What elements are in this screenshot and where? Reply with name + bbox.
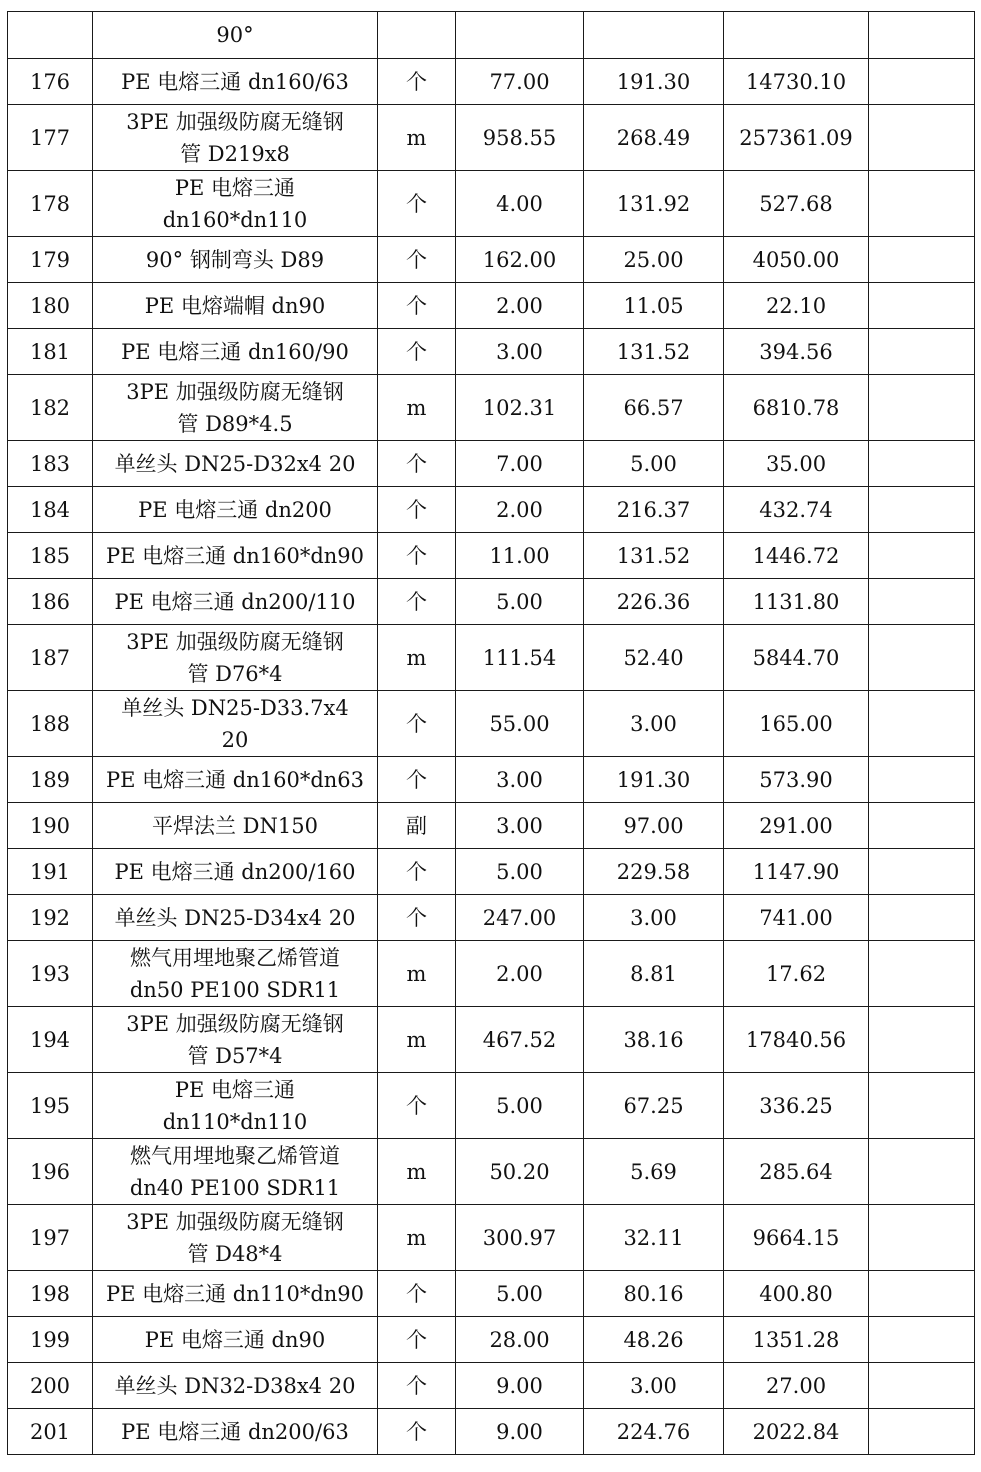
cell-item-no: 176 [8, 59, 93, 105]
item-name-text: 3PE 加强级防腐无缝钢 管 D76*4 [126, 629, 344, 686]
cell-total: 257361.09 [724, 105, 869, 171]
cell-item-no: 199 [8, 1317, 93, 1363]
cell-unit-price: 131.92 [584, 171, 724, 237]
cell-remark [869, 941, 975, 1007]
cell-unit: 个 [378, 237, 456, 283]
cell-unit-price: 3.00 [584, 895, 724, 941]
table-row [8, 1363, 975, 1409]
cell-total: 2022.84 [724, 1409, 869, 1455]
cell-item-no: 187 [8, 625, 93, 691]
cell-remark [869, 1271, 975, 1317]
cell-unit-price: 32.11 [584, 1205, 724, 1271]
cell-unit: 个 [378, 757, 456, 803]
cell-total: 35.00 [724, 441, 869, 487]
cell-item-no: 200 [8, 1363, 93, 1409]
item-name-text: 3PE 加强级防腐无缝钢 管 D219x8 [126, 109, 344, 166]
table-row [8, 1007, 975, 1073]
cell-unit: m [378, 1139, 456, 1205]
cell-item-no: 195 [8, 1073, 93, 1139]
table-row [8, 757, 975, 803]
cell-unit-price: 268.49 [584, 105, 724, 171]
cell-remark [869, 579, 975, 625]
cell-unit-price: 97.00 [584, 803, 724, 849]
cell-remark [869, 237, 975, 283]
table-row [8, 1317, 975, 1363]
cell-unit: 个 [378, 1317, 456, 1363]
table-row [8, 171, 975, 237]
cell-remark [869, 487, 975, 533]
cell-item-no: 178 [8, 171, 93, 237]
cell-quantity: 50.20 [456, 1139, 584, 1205]
cell-unit-price: 52.40 [584, 625, 724, 691]
cell-quantity: 111.54 [456, 625, 584, 691]
cell-remark [869, 59, 975, 105]
cell-unit-price: 216.37 [584, 487, 724, 533]
item-name-text: PE 电熔三通 dn160/63 [121, 69, 349, 94]
cell-unit: m [378, 105, 456, 171]
cell-item-no: 188 [8, 691, 93, 757]
cell-total: 394.56 [724, 329, 869, 375]
cell-total: 1351.28 [724, 1317, 869, 1363]
table-row [8, 283, 975, 329]
cell-quantity: 9.00 [456, 1409, 584, 1455]
cell-unit-price: 67.25 [584, 1073, 724, 1139]
table-row [8, 941, 975, 1007]
cell-item-no: 185 [8, 533, 93, 579]
cell-total: 527.68 [724, 171, 869, 237]
cell-remark [869, 1409, 975, 1455]
cell-quantity: 11.00 [456, 533, 584, 579]
table-row [8, 375, 975, 441]
cell-total: 22.10 [724, 283, 869, 329]
item-name-text: 90° [216, 23, 254, 47]
cell-unit: m [378, 625, 456, 691]
cell-total: 5844.70 [724, 625, 869, 691]
cell-item-name [93, 375, 378, 441]
table-row [8, 1139, 975, 1205]
cell-quantity: 55.00 [456, 691, 584, 757]
cell-item-name [93, 59, 378, 105]
cell-total: 1147.90 [724, 849, 869, 895]
cell-item-no [8, 12, 93, 59]
cell-unit-price: 80.16 [584, 1271, 724, 1317]
cell-item-no: 179 [8, 237, 93, 283]
item-name-text: PE 电熔三通 dn160*dn110 [162, 175, 308, 232]
cell-unit: 个 [378, 691, 456, 757]
cell-unit: 个 [378, 849, 456, 895]
table-row [8, 625, 975, 691]
cell-unit: 个 [378, 533, 456, 579]
cell-quantity: 162.00 [456, 237, 584, 283]
cell-quantity: 9.00 [456, 1363, 584, 1409]
cell-total: 4050.00 [724, 237, 869, 283]
cell-quantity: 3.00 [456, 329, 584, 375]
item-name-text: 燃气用埋地聚乙烯管道 dn50 PE100 SDR11 [129, 945, 341, 1002]
cell-item-name [93, 1363, 378, 1409]
cell-total: 336.25 [724, 1073, 869, 1139]
table-row-continuation [8, 12, 975, 59]
cell-unit-price: 66.57 [584, 375, 724, 441]
table-row [8, 59, 975, 105]
cell-item-name [93, 941, 378, 1007]
cell-unit: 个 [378, 1271, 456, 1317]
cell-quantity: 5.00 [456, 849, 584, 895]
item-name-text: 单丝头 DN25-D33.7x4 20 [121, 695, 349, 752]
cell-item-name [93, 757, 378, 803]
cell-unit-price: 3.00 [584, 1363, 724, 1409]
cell-unit: m [378, 1007, 456, 1073]
cell-quantity: 4.00 [456, 171, 584, 237]
cell-unit-price: 5.69 [584, 1139, 724, 1205]
item-name-text: PE 电熔三通 dn110*dn110 [162, 1077, 308, 1134]
item-name-text: PE 电熔三通 dn90 [144, 1327, 326, 1352]
cell-unit-price: 226.36 [584, 579, 724, 625]
cell-total: 291.00 [724, 803, 869, 849]
item-name-text: PE 电熔三通 dn110*dn90 [105, 1281, 365, 1306]
table-row [8, 237, 975, 283]
cell-total: 27.00 [724, 1363, 869, 1409]
cell-total: 17840.56 [724, 1007, 869, 1073]
cell-unit: 个 [378, 1073, 456, 1139]
cell-item-no: 190 [8, 803, 93, 849]
cell-remark [869, 12, 975, 59]
cell-item-no: 183 [8, 441, 93, 487]
cell-unit-price: 3.00 [584, 691, 724, 757]
cell-quantity: 28.00 [456, 1317, 584, 1363]
item-name-text: 90° 钢制弯头 D89 [145, 247, 325, 272]
cell-item-name [93, 533, 378, 579]
table-row [8, 1409, 975, 1455]
table-row [8, 1073, 975, 1139]
cell-item-name [93, 1271, 378, 1317]
cell-item-name [93, 1139, 378, 1205]
item-name-text: PE 电熔三通 dn200 [138, 497, 332, 522]
cell-total: 14730.10 [724, 59, 869, 105]
cell-unit-price: 131.52 [584, 533, 724, 579]
cell-unit: 个 [378, 171, 456, 237]
cell-unit-price: 191.30 [584, 757, 724, 803]
cell-remark [869, 105, 975, 171]
cell-quantity: 247.00 [456, 895, 584, 941]
cell-quantity: 5.00 [456, 1271, 584, 1317]
cell-unit-price [584, 12, 724, 59]
cell-item-name [93, 329, 378, 375]
cell-unit: 副 [378, 803, 456, 849]
cell-remark [869, 1317, 975, 1363]
cell-item-no: 186 [8, 579, 93, 625]
item-name-text: 3PE 加强级防腐无缝钢 管 D89*4.5 [126, 379, 344, 436]
item-name-text: PE 电熔端帽 dn90 [144, 293, 326, 318]
item-name-text: PE 电熔三通 dn160/90 [121, 339, 349, 364]
cell-unit-price: 191.30 [584, 59, 724, 105]
cell-quantity: 3.00 [456, 757, 584, 803]
cell-total: 285.64 [724, 1139, 869, 1205]
cell-item-name [93, 895, 378, 941]
cell-quantity: 958.55 [456, 105, 584, 171]
cell-unit: 个 [378, 487, 456, 533]
cell-unit: 个 [378, 441, 456, 487]
table-row [8, 803, 975, 849]
cell-total: 741.00 [724, 895, 869, 941]
cell-quantity: 2.00 [456, 283, 584, 329]
item-name-text: 燃气用埋地聚乙烯管道 dn40 PE100 SDR11 [129, 1143, 341, 1200]
cell-item-no: 177 [8, 105, 93, 171]
cell-unit [378, 12, 456, 59]
cell-item-no: 181 [8, 329, 93, 375]
table-row [8, 579, 975, 625]
item-name-text: PE 电熔三通 dn200/63 [121, 1419, 349, 1444]
cell-item-no: 180 [8, 283, 93, 329]
cell-remark [869, 757, 975, 803]
cell-item-name [93, 803, 378, 849]
cell-total: 1446.72 [724, 533, 869, 579]
cell-remark [869, 691, 975, 757]
item-name-text: 平焊法兰 DN150 [152, 813, 318, 838]
item-name-text: 单丝头 DN32-D38x4 20 [114, 1373, 356, 1398]
cell-remark [869, 1363, 975, 1409]
cell-unit: 个 [378, 579, 456, 625]
cell-remark [869, 1205, 975, 1271]
table-row [8, 691, 975, 757]
cell-item-no: 197 [8, 1205, 93, 1271]
table-row [8, 849, 975, 895]
cell-item-name [93, 237, 378, 283]
cell-quantity: 77.00 [456, 59, 584, 105]
table-row [8, 105, 975, 171]
table-row [8, 533, 975, 579]
item-name-text: 3PE 加强级防腐无缝钢 管 D57*4 [126, 1011, 344, 1068]
table-row [8, 1205, 975, 1271]
cell-unit-price: 8.81 [584, 941, 724, 1007]
cell-quantity: 300.97 [456, 1205, 584, 1271]
cell-total: 400.80 [724, 1271, 869, 1317]
cell-item-name [93, 283, 378, 329]
cell-quantity: 2.00 [456, 487, 584, 533]
item-name-text: 单丝头 DN25-D34x4 20 [114, 905, 356, 930]
cell-remark [869, 625, 975, 691]
cell-item-no: 189 [8, 757, 93, 803]
cell-item-name [93, 1073, 378, 1139]
cell-remark [869, 533, 975, 579]
table-body [8, 12, 975, 1455]
cell-total: 432.74 [724, 487, 869, 533]
cell-remark [869, 803, 975, 849]
cell-quantity: 467.52 [456, 1007, 584, 1073]
cell-unit-price: 229.58 [584, 849, 724, 895]
cell-unit: 个 [378, 1409, 456, 1455]
cell-item-name [93, 105, 378, 171]
cell-item-no: 194 [8, 1007, 93, 1073]
table-row [8, 895, 975, 941]
cell-item-name [93, 1007, 378, 1073]
cell-total: 6810.78 [724, 375, 869, 441]
cell-item-name [93, 625, 378, 691]
item-name-text: PE 电熔三通 dn200/160 [114, 859, 356, 884]
cell-unit-price: 48.26 [584, 1317, 724, 1363]
cell-unit: m [378, 1205, 456, 1271]
cell-quantity: 2.00 [456, 941, 584, 1007]
cell-item-name [93, 1205, 378, 1271]
cell-unit: 个 [378, 895, 456, 941]
table-row [8, 487, 975, 533]
cell-unit: 个 [378, 59, 456, 105]
cell-item-no: 193 [8, 941, 93, 1007]
item-name-text: 3PE 加强级防腐无缝钢 管 D48*4 [126, 1209, 344, 1266]
cell-remark [869, 329, 975, 375]
item-name-text: 单丝头 DN25-D32x4 20 [114, 451, 356, 476]
cell-item-no: 184 [8, 487, 93, 533]
cell-item-name [93, 1317, 378, 1363]
cell-item-no: 198 [8, 1271, 93, 1317]
cell-remark [869, 441, 975, 487]
cell-item-name [93, 171, 378, 237]
cell-quantity: 5.00 [456, 1073, 584, 1139]
cell-item-name [93, 487, 378, 533]
cell-total [724, 12, 869, 59]
cell-item-name [93, 1409, 378, 1455]
item-name-text: PE 电熔三通 dn160*dn90 [105, 543, 365, 568]
cell-unit: 个 [378, 329, 456, 375]
cell-item-no: 182 [8, 375, 93, 441]
cell-item-no: 192 [8, 895, 93, 941]
cell-remark [869, 849, 975, 895]
cell-item-name [93, 691, 378, 757]
item-name-text: PE 电熔三通 dn160*dn63 [105, 767, 365, 792]
item-name-text: PE 电熔三通 dn200/110 [114, 589, 356, 614]
table-row [8, 1271, 975, 1317]
cell-total: 1131.80 [724, 579, 869, 625]
cell-item-no: 191 [8, 849, 93, 895]
cell-unit: m [378, 941, 456, 1007]
cell-item-no: 196 [8, 1139, 93, 1205]
cell-total: 573.90 [724, 757, 869, 803]
cell-item-name [93, 849, 378, 895]
cell-unit-price: 11.05 [584, 283, 724, 329]
cell-unit-price: 131.52 [584, 329, 724, 375]
cell-remark [869, 1139, 975, 1205]
cell-item-name [93, 12, 378, 59]
cell-item-no: 201 [8, 1409, 93, 1455]
bill-of-quantities-table [7, 11, 975, 1455]
cell-remark [869, 375, 975, 441]
cell-remark [869, 283, 975, 329]
cell-unit-price: 5.00 [584, 441, 724, 487]
cell-item-name [93, 441, 378, 487]
bill-of-quantities-sheet [7, 11, 974, 1455]
cell-unit: 个 [378, 1363, 456, 1409]
cell-total: 17.62 [724, 941, 869, 1007]
cell-quantity [456, 12, 584, 59]
table-row [8, 441, 975, 487]
cell-item-name [93, 579, 378, 625]
cell-remark [869, 171, 975, 237]
cell-unit-price: 25.00 [584, 237, 724, 283]
cell-remark [869, 895, 975, 941]
cell-unit: m [378, 375, 456, 441]
cell-quantity: 102.31 [456, 375, 584, 441]
table-row [8, 329, 975, 375]
cell-quantity: 7.00 [456, 441, 584, 487]
cell-quantity: 5.00 [456, 579, 584, 625]
cell-total: 165.00 [724, 691, 869, 757]
cell-remark [869, 1073, 975, 1139]
cell-total: 9664.15 [724, 1205, 869, 1271]
cell-unit-price: 38.16 [584, 1007, 724, 1073]
cell-remark [869, 1007, 975, 1073]
cell-unit-price: 224.76 [584, 1409, 724, 1455]
cell-quantity: 3.00 [456, 803, 584, 849]
cell-unit: 个 [378, 283, 456, 329]
